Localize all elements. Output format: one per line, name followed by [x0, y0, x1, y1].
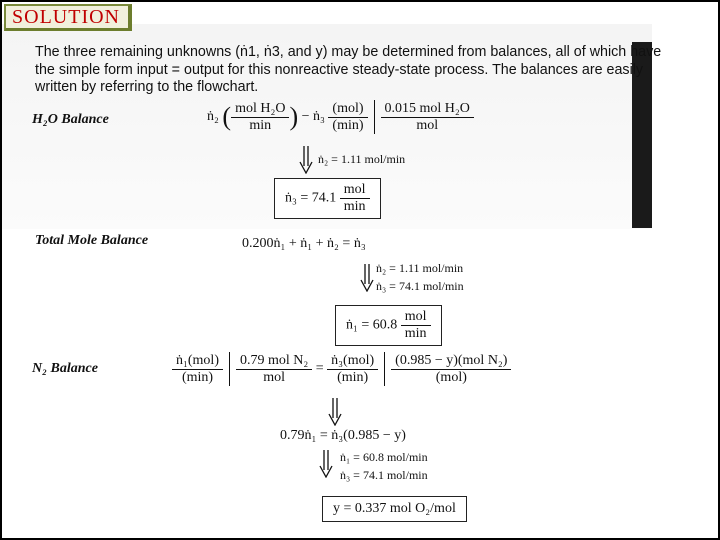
- h2o-n2: ṅ₂: [207, 109, 219, 125]
- total-result-units: $\frac{\text{mol}}{\min}$: [401, 309, 431, 342]
- h2o-result-box: [274, 178, 381, 219]
- divider: [229, 352, 230, 386]
- n2-condition-2: ṅ₃ = 74.1 mol/min: [340, 468, 428, 482]
- n2-right-a: $\frac{\text{ṅ₃(mol)}}{(\min)}$: [327, 353, 378, 386]
- divider: [384, 352, 385, 386]
- h2o-fraction-1: $\frac{\text{mol H₂O}}{\min}$: [231, 101, 289, 134]
- down-arrow-icon: [360, 264, 374, 292]
- n2-equation: [172, 352, 511, 386]
- n2-left-b: $\frac{\text{0.79 mol N₂}}{\text{mol}}$: [236, 353, 312, 386]
- slide: [2, 2, 718, 538]
- h2o-equation: [207, 100, 474, 134]
- intro-line-2: the simple form input = output for this nonreactive steady-state process. The balances are easily: [35, 61, 644, 78]
- h2o-fraction-2b: $\frac{\text{0.015 mol H₂O}}{\text{mol}}$: [381, 101, 474, 134]
- solution-tag: SOLUTION: [4, 4, 132, 31]
- paren-close: ): [289, 102, 299, 131]
- n2-balance-label: N₂ Balance: [32, 361, 98, 376]
- intro-line-3: written by referring to the flowchart.: [35, 79, 259, 95]
- paren-open: (: [222, 102, 232, 131]
- divider: [374, 100, 375, 134]
- total-condition-1: ṅ₂ = 1.11 mol/min: [376, 261, 464, 275]
- h2o-condition: ṅ₂ = 1.11 mol/min: [318, 152, 406, 166]
- total-result-lhs: ṅ₁ = 60.8: [346, 317, 398, 333]
- n2-right-b: $\frac{\text{(0.985 − y)(mol N₂)}}{\text{(mol)}}$: [391, 353, 511, 386]
- n2-condition-1: ṅ₁ = 60.8 mol/min: [340, 450, 428, 464]
- h2o-balance-label: H₂O Balance: [32, 112, 109, 127]
- total-condition-2: ṅ₃ = 74.1 mol/min: [376, 279, 464, 293]
- down-arrow-icon: [328, 398, 342, 426]
- n2-result-box: y = 0.337 mol O₂/mol: [322, 496, 467, 522]
- n2-step-equation: 0.79ṅ₁ = ṅ₃(0.985 − y): [280, 428, 406, 443]
- intro-text: [35, 44, 662, 97]
- down-arrow-icon: [319, 450, 333, 478]
- n2-left-a: $\frac{\text{ṅ₁(mol)}}{(\min)}$: [172, 353, 223, 386]
- intro-line-1: The three remaining unknowns (ṅ1, ṅ3, and y) may be determined from balances, all of which have: [35, 44, 662, 60]
- total-mole-balance-label: Total Mole Balance: [35, 233, 149, 248]
- h2o-result-lhs: ṅ₃ = 74.1: [285, 190, 337, 206]
- h2o-fraction-2a: $\frac{\text{(mol)}}{(\min)}$: [328, 101, 367, 134]
- h2o-result-units: $\frac{\text{mol}}{\min}$: [340, 182, 370, 215]
- total-equation: 0.200ṅ₁ + ṅ₁ + ṅ₂ = ṅ₃: [242, 236, 366, 251]
- down-arrow-icon: [299, 146, 313, 174]
- n2-equals: =: [315, 361, 324, 377]
- h2o-minus-n3: − ṅ₃: [301, 109, 325, 125]
- total-result-box: [335, 305, 442, 346]
